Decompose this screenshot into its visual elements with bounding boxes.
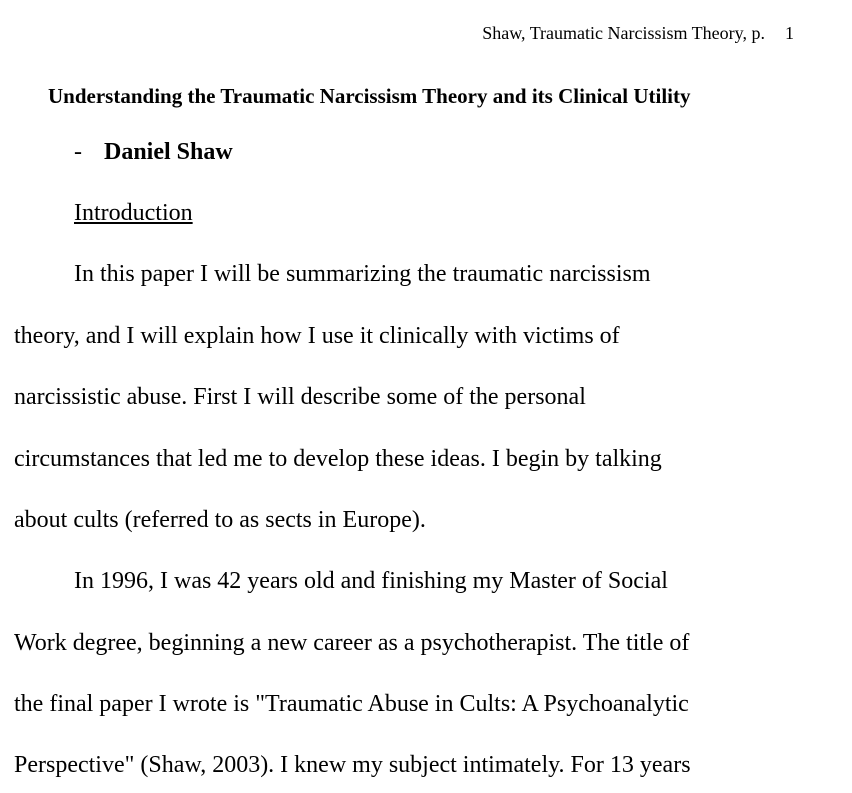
body-line: narcissistic abuse. First I will describe some of the personal	[14, 384, 586, 410]
running-head-text: Shaw, Traumatic Narcissism Theory, p.	[482, 23, 765, 43]
page-number: 1	[785, 23, 794, 43]
body-line: the final paper I wrote is "Traumatic Abuse in Cults: A Psychoanalytic	[14, 691, 689, 717]
body-line: about cults (referred to as sects in Europe).	[14, 507, 426, 533]
body-line: circumstances that led me to develop these ideas. I begin by talking	[14, 446, 662, 472]
author-name: Daniel Shaw	[104, 139, 233, 165]
section-heading: Introduction	[74, 200, 193, 226]
author-dash: -	[74, 139, 82, 165]
body-line: Work degree, beginning a new career as a psychotherapist. The title of	[14, 630, 690, 656]
body-line: theory, and I will explain how I use it clinically with victims of	[14, 323, 620, 349]
body-line: In this paper I will be summarizing the traumatic narcissism	[74, 261, 651, 287]
author-line	[74, 136, 233, 168]
running-head	[482, 22, 794, 44]
document-title: Understanding the Traumatic Narcissism Theory and its Clinical Utility	[48, 84, 691, 108]
body-line: Perspective" (Shaw, 2003). I knew my subject intimately. For 13 years	[14, 752, 691, 778]
body-line: In 1996, I was 42 years old and finishing my Master of Social	[74, 568, 668, 594]
